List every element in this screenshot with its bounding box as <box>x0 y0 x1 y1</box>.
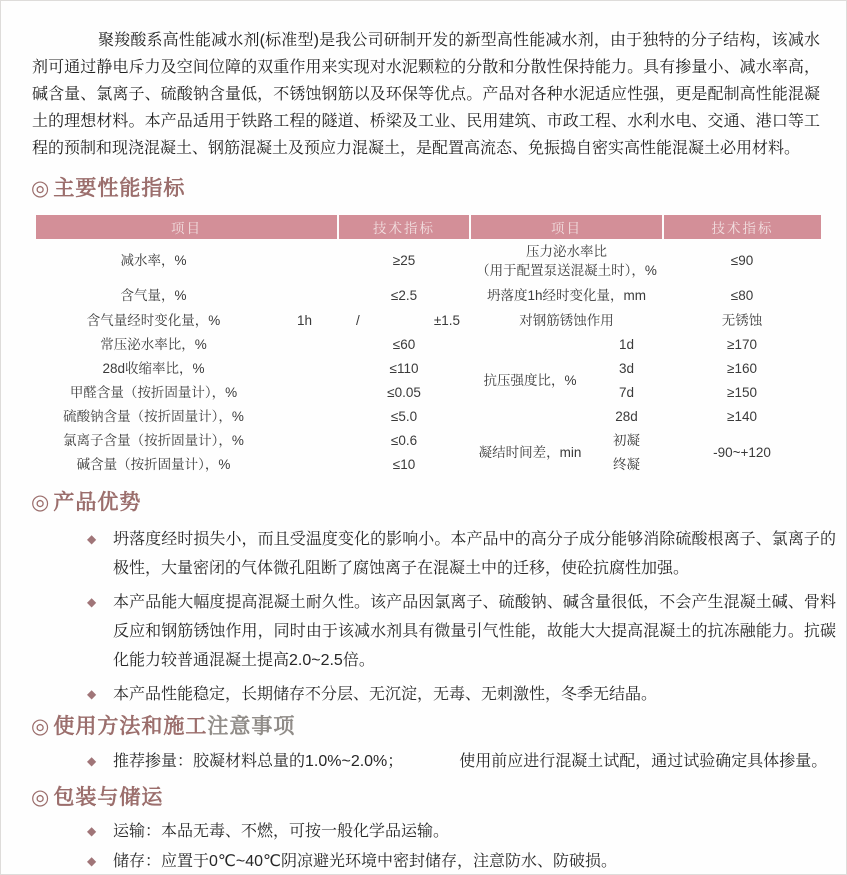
bullet-text: 本产品性能稳定，长期储存不分层、无沉淀，无毒、无刺激性，冬季无结晶。 <box>113 686 658 703</box>
table-cell-empty <box>271 381 338 405</box>
table-cell: 坍落度1h经时变化量，mm <box>486 287 646 303</box>
section-title-tail: 注意事项 <box>207 715 296 738</box>
table-cell: ≥25 <box>392 253 416 269</box>
diamond-bullet-icon: ◆ <box>87 824 97 838</box>
table-row <box>36 283 821 308</box>
table-header-cell: 项目 <box>36 215 338 239</box>
table-cell: ≥170 <box>727 337 757 353</box>
table-cell: ≤5.0 <box>390 409 418 425</box>
bullet-text: 储存：应置于0℃~40℃阴凉避光环境中密封储存，注意防水、防破损。 <box>113 853 617 870</box>
table-cell: 28d <box>615 409 638 425</box>
bullet-text: 本产品能大幅度提高混凝土耐久性。该产品因氯离子、硫酸钠、碱含量很低，不会产生混凝土碱、骨料反应和钢筋锈蚀作用，同时由于该减水剂具有微量引气性能，故能大大提高混凝土的抗冻融能力。抗碳化能力较普通混凝土提高2.0~2.5倍。 <box>113 594 836 669</box>
value-part: / <box>356 312 360 328</box>
table-cell: 含气量，% <box>120 287 187 303</box>
table-cell: 初凝 <box>613 433 640 449</box>
section-title-text: 包装与储运 <box>53 786 164 809</box>
table-row <box>36 405 821 429</box>
table-cell: 1d <box>618 337 635 353</box>
table-header-cell: 技术指标 <box>663 215 821 239</box>
bullet-text: 运输：本品无毒、不燃，可按一般化学品运输。 <box>113 823 450 840</box>
performance-table <box>36 215 821 476</box>
diamond-bullet-icon: ◆ <box>87 754 97 768</box>
table-cell: 减水率，% <box>120 253 187 269</box>
table-cell: 氯离子含量（按折固量计），% <box>63 433 244 449</box>
section-title-text: 使用方法和施工 <box>53 715 208 738</box>
table-cell: 甲醛含量（按折固量计），% <box>69 385 238 401</box>
double-circle-icon: ◎ <box>31 491 51 514</box>
table-row <box>36 239 821 283</box>
diamond-bullet-icon: ◆ <box>87 687 97 701</box>
section-title-usage <box>31 714 846 740</box>
table-cell: ≥160 <box>727 361 757 377</box>
table-cell-group: 凝结时间差，min <box>478 444 582 460</box>
table-cell: ≤110 <box>389 361 419 377</box>
table-cell <box>470 239 663 283</box>
table-cell: ≤2.5 <box>390 287 418 303</box>
table-cell: ≤90 <box>730 253 754 269</box>
double-circle-icon: ◎ <box>31 177 51 200</box>
table-cell-empty <box>271 239 338 283</box>
table-cell: ≥140 <box>727 409 757 425</box>
table-cell: 硫酸钠含量（按折固量计），% <box>63 409 244 425</box>
intro-paragraph: 聚羧酸系高性能减水剂(标准型)是我公司研制开发的新型高性能减水剂，由于独特的分子结构，该减水剂可通过静电斥力及空间位障的双重作用来实现对水泥颗粒的分散和分散性保持能力。具有掺量小、减水率高，碱含量、氯离子、硫酸钠含量低，不锈蚀钢筋以及环保等优点。产品对各种水泥适应性强，更是配制高性能混凝土的理想材料。本产品适用于铁路工程的隧道、桥梁及工业、民用建筑、市政工程、水利水电、交通、港口等工程的预制和现浇混凝土、钢筋混凝土及预应力混凝土，是配置高流态、免振捣自密实高性能混凝土必用材料。 <box>32 32 820 157</box>
item-line: 压力泌水率比 <box>526 244 607 259</box>
list-item <box>87 525 836 583</box>
table-cell: ≥150 <box>727 385 757 401</box>
table-cell-empty <box>271 453 338 476</box>
table-header-row <box>36 215 821 239</box>
dosage-recommendation: 推荐掺量：胶凝材料总量的1.0%~2.0%； <box>113 753 404 770</box>
table-cell: 终凝 <box>613 456 640 472</box>
list-item <box>87 847 836 875</box>
section-title-text: 产品优势 <box>53 491 142 514</box>
table-cell: 无锈蚀 <box>721 312 763 328</box>
table-cell: ≤10 <box>392 456 416 472</box>
diamond-bullet-icon: ◆ <box>87 595 97 609</box>
table-cell: ≤0.6 <box>390 433 418 449</box>
table-cell: 1h <box>296 312 313 328</box>
table-cell: 常压泌水率比，% <box>100 337 207 353</box>
table-cell: 碱含量（按折固量计），% <box>76 456 231 472</box>
dosage-note: 使用前应进行混凝土试配，通过试验确定具体掺量。 <box>459 753 828 770</box>
section-title-performance <box>31 176 846 202</box>
table-row <box>36 357 821 381</box>
table-cell-group: 抗压强度比，% <box>483 373 577 389</box>
table-row <box>36 429 821 453</box>
double-circle-icon: ◎ <box>31 786 51 809</box>
table-cell: 对钢筋锈蚀作用 <box>519 312 614 328</box>
table-header-cell: 项目 <box>470 215 663 239</box>
table-row <box>36 381 821 405</box>
value-part: ±1.5 <box>433 312 460 328</box>
list-item <box>87 680 836 709</box>
table-cell-empty <box>271 429 338 453</box>
table-cell: 3d <box>618 361 635 377</box>
table-cell: ≤80 <box>730 287 754 303</box>
bullet-text <box>113 747 836 776</box>
list-item <box>87 747 836 776</box>
diamond-bullet-icon: ◆ <box>87 854 97 868</box>
table-row <box>36 308 821 333</box>
table-header-cell: 技术指标 <box>338 215 470 239</box>
table-cell: 28d收缩率比，% <box>102 361 205 377</box>
table-cell: -90~+120 <box>713 444 771 460</box>
table-cell-empty <box>271 357 338 381</box>
table-cell-empty <box>271 283 338 308</box>
table-cell: 含气量经时变化量，% <box>86 312 221 328</box>
table-cell: ≤0.05 <box>387 385 421 401</box>
double-circle-icon: ◎ <box>31 715 51 738</box>
diamond-bullet-icon: ◆ <box>87 532 97 546</box>
list-item <box>87 588 836 675</box>
bullet-text: 坍落度经时损失小，而且受温度变化的影响小。本产品中的高分子成分能够消除硫酸根离子、氯离子的极性，大量密闭的气体微孔阻断了腐蚀离子在混凝土中的迁移，使砼抗腐性加强。 <box>113 531 836 577</box>
section-title-advantages <box>31 490 846 516</box>
section-title-packaging <box>31 785 846 811</box>
table-cell-empty <box>271 405 338 429</box>
table-row <box>36 333 821 357</box>
table-cell: ≤60 <box>392 337 416 353</box>
section-title-text: 主要性能指标 <box>53 177 186 200</box>
table-cell: 7d <box>618 385 635 401</box>
item-line: （用于配置泵送混凝土时），% <box>476 263 657 278</box>
table-cell-empty <box>271 333 338 357</box>
table-cell <box>338 308 470 333</box>
list-item <box>87 817 836 846</box>
